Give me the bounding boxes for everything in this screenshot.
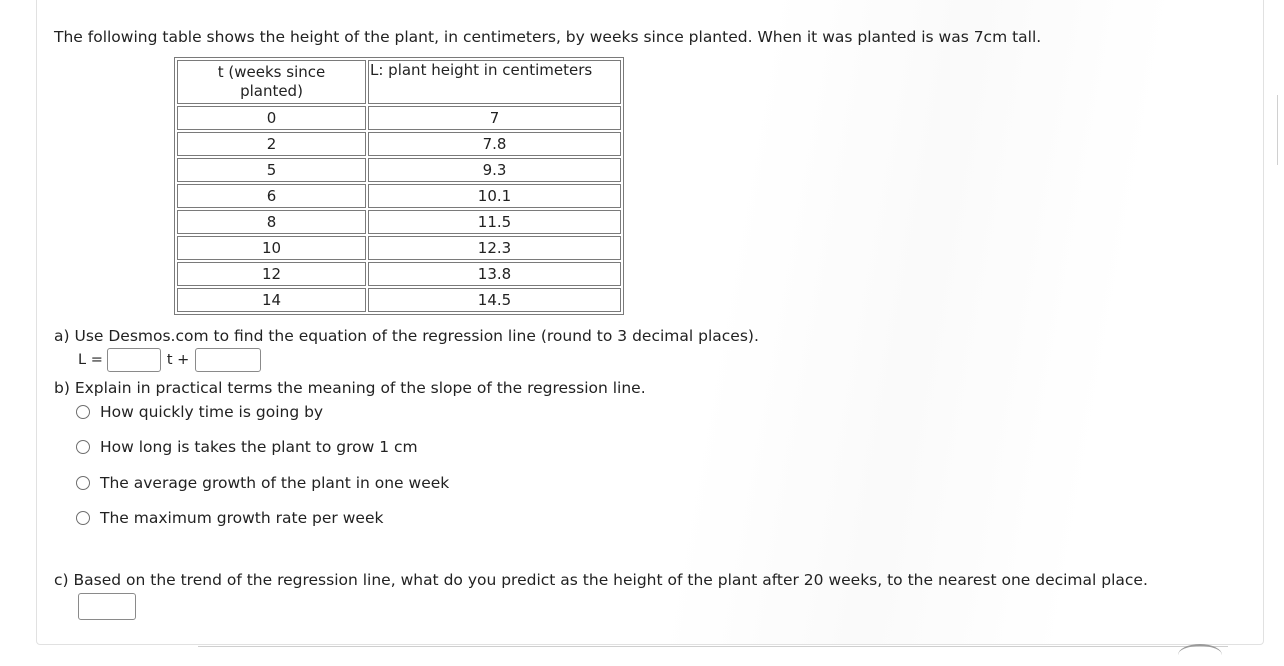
- cell-l: 7: [368, 106, 621, 130]
- cell-t: 5: [177, 158, 366, 182]
- cell-t: 6: [177, 184, 366, 208]
- option-label: The maximum growth rate per week: [100, 509, 384, 527]
- table-row: [177, 262, 621, 286]
- table-row: [177, 210, 621, 234]
- cell-t: 10: [177, 236, 366, 260]
- column-header-t-line1: t (weeks since: [217, 63, 326, 81]
- cell-l: 9.3: [368, 158, 621, 182]
- cell-l: 14.5: [368, 288, 621, 312]
- question-b-prompt: b) Explain in practical terms the meaning of the slope of the regression line.: [54, 379, 646, 397]
- radio-button[interactable]: [76, 440, 90, 454]
- option-maximum-growth-rate[interactable]: [76, 509, 383, 527]
- scroll-edge: [1277, 95, 1284, 165]
- option-label: The average growth of the plant in one week: [100, 474, 450, 492]
- table-row: [177, 132, 621, 156]
- option-average-growth[interactable]: [76, 474, 449, 492]
- cell-t: 14: [177, 288, 366, 312]
- plant-height-table: [174, 57, 624, 315]
- column-header-t-line2: planted): [240, 82, 303, 100]
- cell-l: 7.8: [368, 132, 621, 156]
- radio-button[interactable]: [76, 405, 90, 419]
- question-a-prompt: a) Use Desmos.com to find the equation of the regression line (round to 3 decimal places).: [54, 327, 759, 345]
- question-c-prompt: c) Based on the trend of the regression line, what do you predict as the height of the plant after 20 weeks, to the nearest one decimal place.: [54, 571, 1148, 589]
- prediction-input[interactable]: [78, 593, 136, 620]
- cell-l: 12.3: [368, 236, 621, 260]
- cell-l: 13.8: [368, 262, 621, 286]
- column-header-l: L: plant height in centimeters: [368, 60, 621, 104]
- partial-circle-decoration: [1178, 644, 1222, 666]
- cell-t: 0: [177, 106, 366, 130]
- regression-equation: [78, 347, 261, 373]
- divider: [198, 646, 1228, 647]
- cell-t: 2: [177, 132, 366, 156]
- radio-button[interactable]: [76, 511, 90, 525]
- table-row: [177, 106, 621, 130]
- option-time-going-by[interactable]: [76, 403, 323, 421]
- table-row: [177, 184, 621, 208]
- option-label: How quickly time is going by: [100, 403, 324, 421]
- cell-l: 11.5: [368, 210, 621, 234]
- radio-button[interactable]: [76, 476, 90, 490]
- cell-l: 10.1: [368, 184, 621, 208]
- cell-t: 8: [177, 210, 366, 234]
- slope-input[interactable]: [107, 348, 161, 372]
- option-time-to-grow-1cm[interactable]: [76, 438, 418, 456]
- table-row: [177, 288, 621, 312]
- cell-t: 12: [177, 262, 366, 286]
- table-row: [177, 236, 621, 260]
- column-header-t: [177, 60, 366, 104]
- table-row: [177, 158, 621, 182]
- option-label: How long is takes the plant to grow 1 cm: [100, 438, 418, 456]
- table-header-row: [177, 60, 621, 104]
- problem-intro: The following table shows the height of the plant, in centimeters, by weeks since planted. When it was planted is was 7cm tall.: [54, 28, 1042, 46]
- intercept-input[interactable]: [195, 348, 261, 372]
- equation-mid-label: t +: [166, 352, 190, 368]
- equation-lhs-label: L =: [78, 352, 103, 368]
